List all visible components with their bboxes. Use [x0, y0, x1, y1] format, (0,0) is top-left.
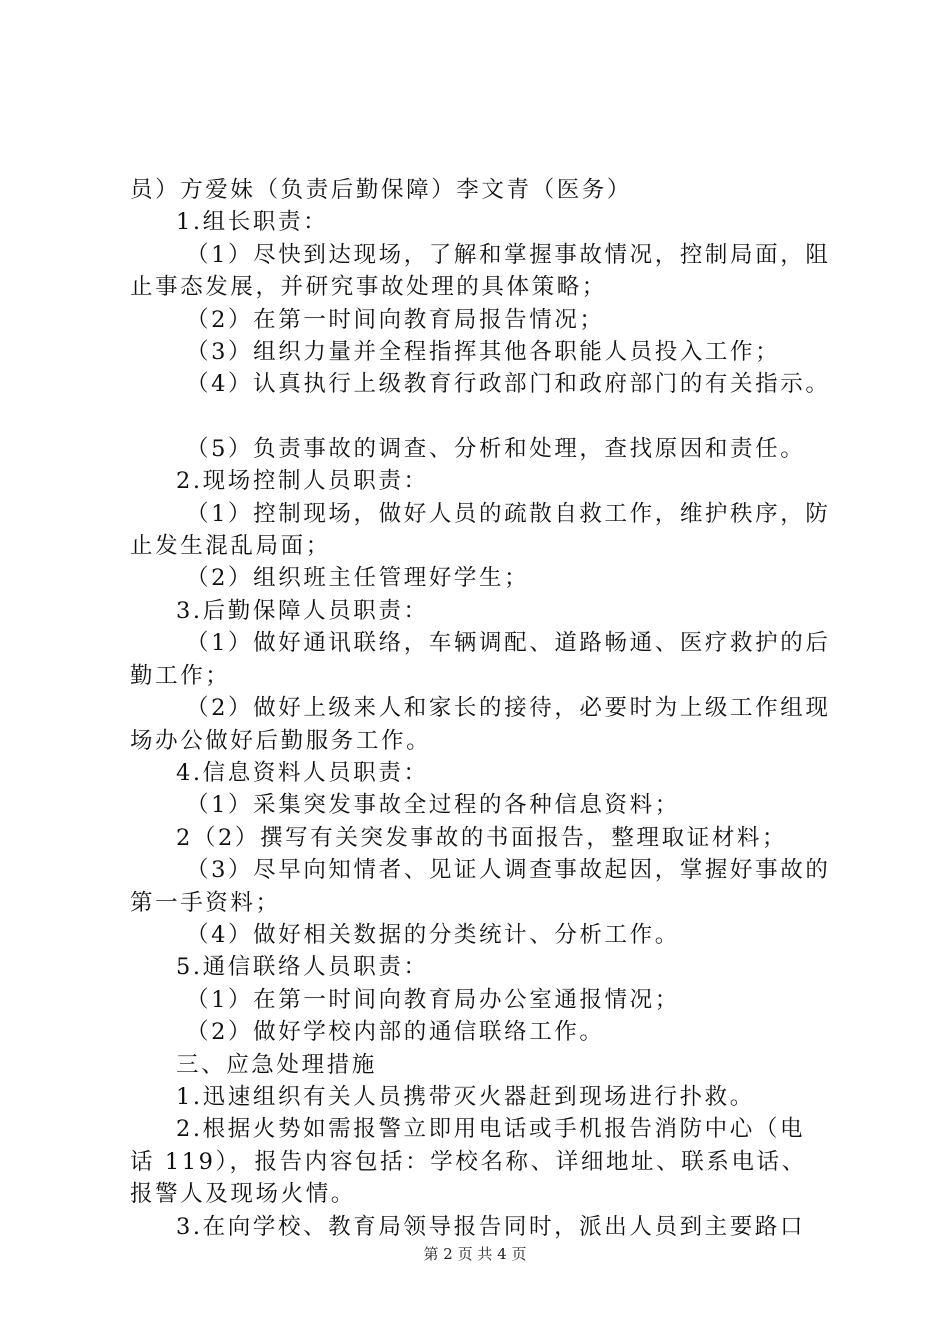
- text-line: （3）组织力量并全程指挥其他各职能人员投入工作；: [186, 339, 781, 366]
- text-line: 止事态发展，并研究事故处理的具体策略；: [130, 274, 607, 301]
- text-line: 2（2）撰写有关突发事故的书面报告，整理取证材料；: [176, 824, 788, 851]
- document-body: [130, 174, 834, 1243]
- text-line: 报警人及现场火情。: [130, 1181, 356, 1208]
- text-line: 员）方爱妹（负责后勤保障）李文青（医务）: [130, 177, 633, 203]
- text-line: 场办公做好后勤服务工作。: [130, 727, 432, 754]
- text-line: （2）做好学校内部的通信联络工作。: [186, 1019, 605, 1046]
- text-line: 1.迅速组织有关人员携带灭火器赶到现场进行扑救。: [176, 1083, 755, 1110]
- text-line: （1）在第一时间向教育局办公室通报情况；: [186, 986, 680, 1013]
- blank-line: [130, 401, 834, 433]
- section-heading: 4.信息资料人员职责：: [176, 759, 429, 786]
- section-heading: 2.现场控制人员职责：: [176, 468, 429, 495]
- text-line: 3.在向学校、教育局领导报告同时，派出人员到主要路口: [176, 1213, 806, 1240]
- text-line: （2）在第一时间向教育局报告情况；: [186, 306, 605, 333]
- text-line: （1）控制现场，做好人员的疏散自救工作，维护秩序，防: [186, 500, 831, 527]
- section-heading: 三、应急处理措施: [176, 1051, 377, 1078]
- section-heading: 3.后勤保障人员职责：: [176, 597, 429, 624]
- text-line: （2）做好上级来人和家长的接待，必要时为上级工作组现: [186, 695, 831, 722]
- text-line: （3）尽早向知情者、见证人调查事故起因，掌握好事故的: [186, 857, 831, 884]
- text-line: 话 119），报告内容包括：学校名称、详细地址、联系电话、: [130, 1148, 807, 1175]
- text-line: （2）组织班主任管理好学生；: [186, 565, 530, 592]
- text-line: 勤工作；: [130, 662, 231, 689]
- text-line: （4）认真执行上级教育行政部门和政府部门的有关指示。: [186, 371, 831, 398]
- text-line: （4）做好相关数据的分类统计、分析工作。: [186, 921, 680, 948]
- section-heading: 1.组长职责：: [176, 209, 329, 236]
- text-line: （1）尽快到达现场，了解和掌握事故情况，控制局面，阻: [186, 241, 831, 268]
- text-line: （1）做好通讯联络，车辆调配、道路畅通、医疗救护的后: [186, 630, 831, 657]
- page-number: 第 2 页 共 4 页: [423, 1245, 527, 1263]
- text-line: （5）负责事故的调查、分析和处理，查找原因和责任。: [186, 435, 806, 462]
- text-line: （1）采集突发事故全过程的各种信息资料；: [186, 792, 680, 819]
- text-line: 第一手资料；: [130, 889, 281, 916]
- section-heading: 5.通信联络人员职责：: [176, 954, 429, 981]
- text-line: 2.根据火势如需报警立即用电话或手机报告消防中心（电: [176, 1116, 806, 1143]
- text-line: 止发生混乱局面；: [130, 533, 331, 560]
